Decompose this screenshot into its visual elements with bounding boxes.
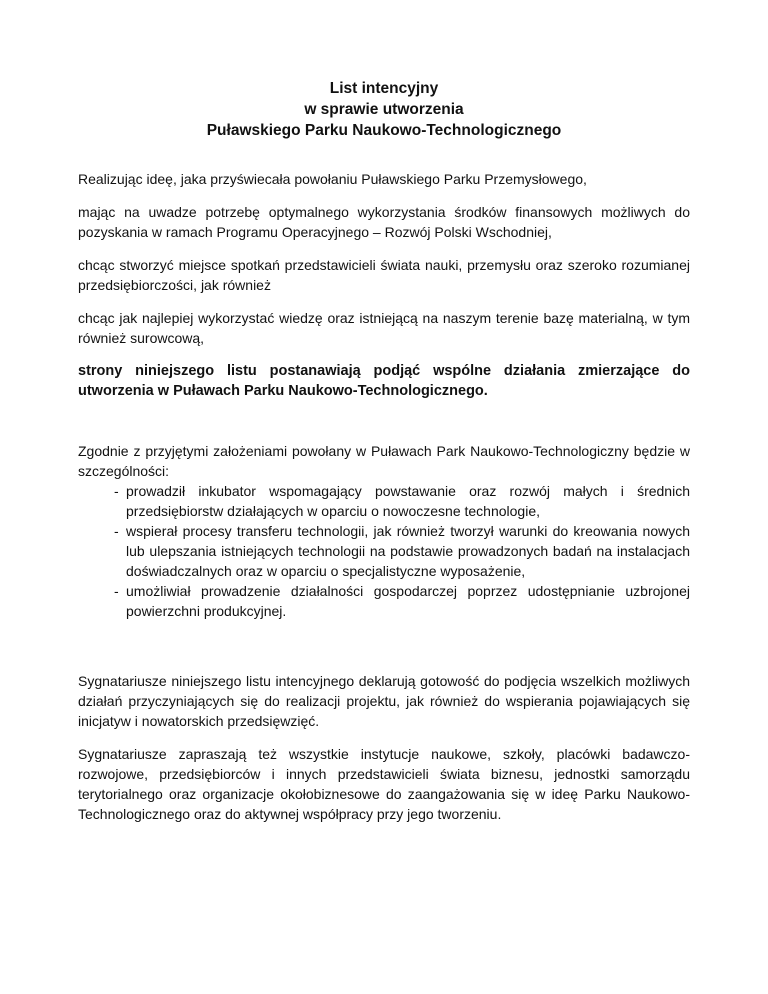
paragraph-knowledge-base: chcąc jak najlepiej wykorzystać wiedzę oraz istniejącą na naszym terenie bazę materialną, w tym również surowcową, <box>78 310 690 346</box>
paragraph-funding: mając na uwadze potrzebę optymalnego wykorzystania środków finansowych możliwych do pozyskania w ramach Programu Operacyjnego – Rozwój Polski Wschodniej, <box>78 204 690 240</box>
paragraph-intro: Realizując ideę, jaka przyświecała powołaniu Puławskiego Parku Przemysłowego, <box>78 171 587 187</box>
list-marker: - <box>114 583 119 599</box>
paragraph-decision: strony niniejszego listu postanawiają podjąć wspólne działania zmierzające do utworzenia w Puławach Parku Naukowo-Technologicznego. <box>78 363 690 399</box>
list-item <box>78 481 690 521</box>
paragraph-invitation: Sygnatariusze zapraszają też wszystkie instytucje naukowe, szkoły, placówki badawczo-rozwojowe, przedsiębiorców i innych przedstawicieli świata biznesu, jednostki samorządu terytorialnego oraz organizacje okołobiznesowe do zaangażowania się w ideę Parku Naukowo-Technologicznego oraz do aktywnej współpracy przy jego tworzeniu. <box>78 746 690 822</box>
list-marker: - <box>114 483 119 499</box>
list-item <box>78 521 690 581</box>
list-item-text: wspierał procesy transferu technologii, jak również tworzył warunki do kreowania nowych lub ulepszania istniejących technologii na podstawie prowadzonych badań na instalacjach doświadczalnych oraz w oparciu o specjalistyczne wyposażenie, <box>126 523 690 579</box>
list-item-text: umożliwiał prowadzenie działalności gospodarczej poprzez udostępnianie uzbrojonej powierzchni produkcyjnej. <box>126 583 690 619</box>
paragraph-declaration: Sygnatariusze niniejszego listu intencyjnego deklarują gotowość do podjęcia wszelkich możliwych działań przyczyniających się do realizacji projektu, jak również do wspierania pojawiających się inicjatyw i nowatorskich przedsięwzięć. <box>78 673 690 729</box>
list-item-text: prowadził inkubator wspomagający powstawanie oraz rozwój małych i średnich przedsiębiorstw działających w oparciu o nowoczesne technologie, <box>126 483 690 519</box>
paragraph-meeting-place: chcąc stworzyć miejsce spotkań przedstawicieli świata nauki, przemysłu oraz szeroko rozumianej przedsiębiorczości, jak również <box>78 257 690 293</box>
document-title <box>78 78 690 141</box>
list-item <box>78 581 690 621</box>
title-line-3: Puławskiego Parku Naukowo-Technologicznego <box>206 122 562 139</box>
document-page <box>78 78 690 824</box>
title-line-1: List intencyjny <box>329 80 439 97</box>
tasks-list <box>78 481 690 621</box>
list-marker: - <box>114 523 119 539</box>
paragraph-assumptions: Zgodnie z przyjętymi założeniami powołany w Puławach Park Naukowo-Technologiczny będzie w szczególności: <box>78 443 690 479</box>
title-line-2: w sprawie utworzenia <box>304 101 464 118</box>
